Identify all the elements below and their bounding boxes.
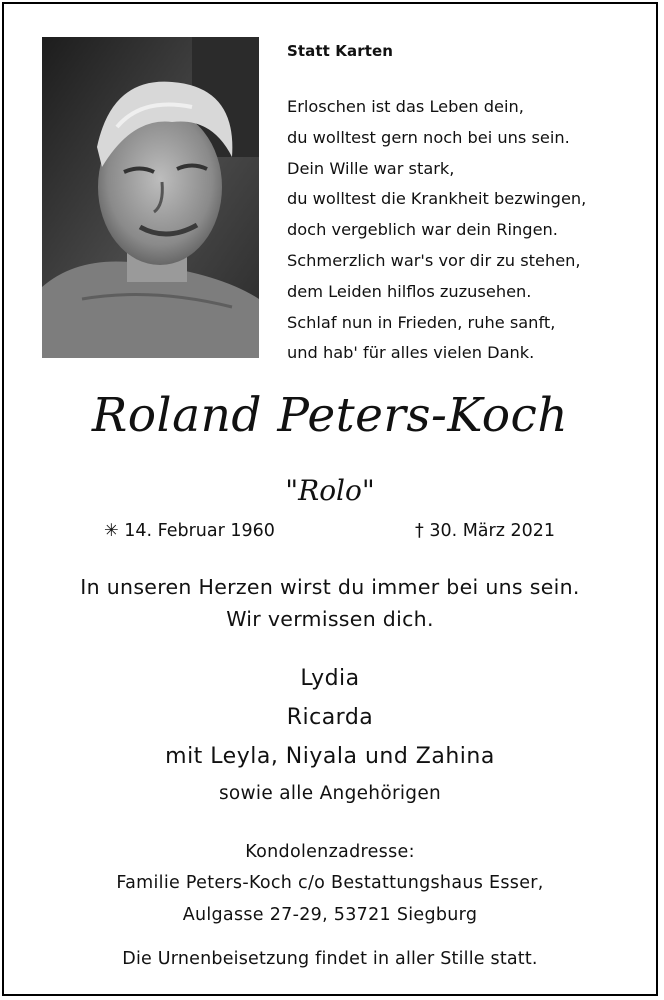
birth-date: ✳ 14. Februar 1960 bbox=[104, 521, 275, 541]
mourner-line: Lydia bbox=[300, 666, 360, 691]
poem-line: Schmerzlich war's vor dir zu stehen, bbox=[287, 250, 581, 270]
obituary-card bbox=[2, 2, 658, 996]
condolence-address-line: Familie Peters-Koch c/o Bestattungshaus Esser, bbox=[116, 873, 544, 893]
portrait-photo bbox=[42, 37, 259, 358]
death-date: † 30. März 2021 bbox=[415, 521, 556, 541]
poem-line: dem Leiden hilflos zuzusehen. bbox=[287, 281, 532, 301]
mourner-line: Ricarda bbox=[286, 705, 374, 730]
header-label: Statt Karten bbox=[287, 42, 394, 60]
poem bbox=[287, 92, 647, 369]
closing-note: Die Urnenbeisetzung findet in aller Stille statt. bbox=[122, 949, 538, 969]
poem-line: Erloschen ist das Leben dein, bbox=[287, 97, 524, 116]
poem-line: und hab' für alles vielen Dank. bbox=[287, 343, 535, 363]
poem-line: doch vergeblich war dein Ringen. bbox=[287, 220, 558, 240]
deceased-name: Roland Peters-Koch bbox=[91, 388, 569, 443]
condolence-label: Kondolenzadresse: bbox=[245, 842, 415, 862]
condolence-address-line: Aulgasse 27-29, 53721 Siegburg bbox=[182, 905, 478, 925]
mourner-line: mit Leyla, Niyala und Zahina bbox=[165, 744, 495, 769]
poem-line: Dein Wille war stark, bbox=[287, 158, 455, 178]
portrait-image bbox=[42, 37, 259, 358]
poem-line: du wolltest gern noch bei uns sein. bbox=[287, 127, 570, 147]
message-line: Wir vermissen dich. bbox=[226, 607, 434, 631]
poem-line: du wolltest die Krankheit bezwingen, bbox=[287, 189, 587, 209]
message-line: In unseren Herzen wirst du immer bei uns sein. bbox=[80, 575, 580, 599]
mourner-line: sowie alle Angehörigen bbox=[218, 783, 442, 804]
deceased-nickname: "Rolo" bbox=[285, 474, 375, 507]
poem-line: Schlaf nun in Frieden, ruhe sanft, bbox=[287, 312, 556, 332]
